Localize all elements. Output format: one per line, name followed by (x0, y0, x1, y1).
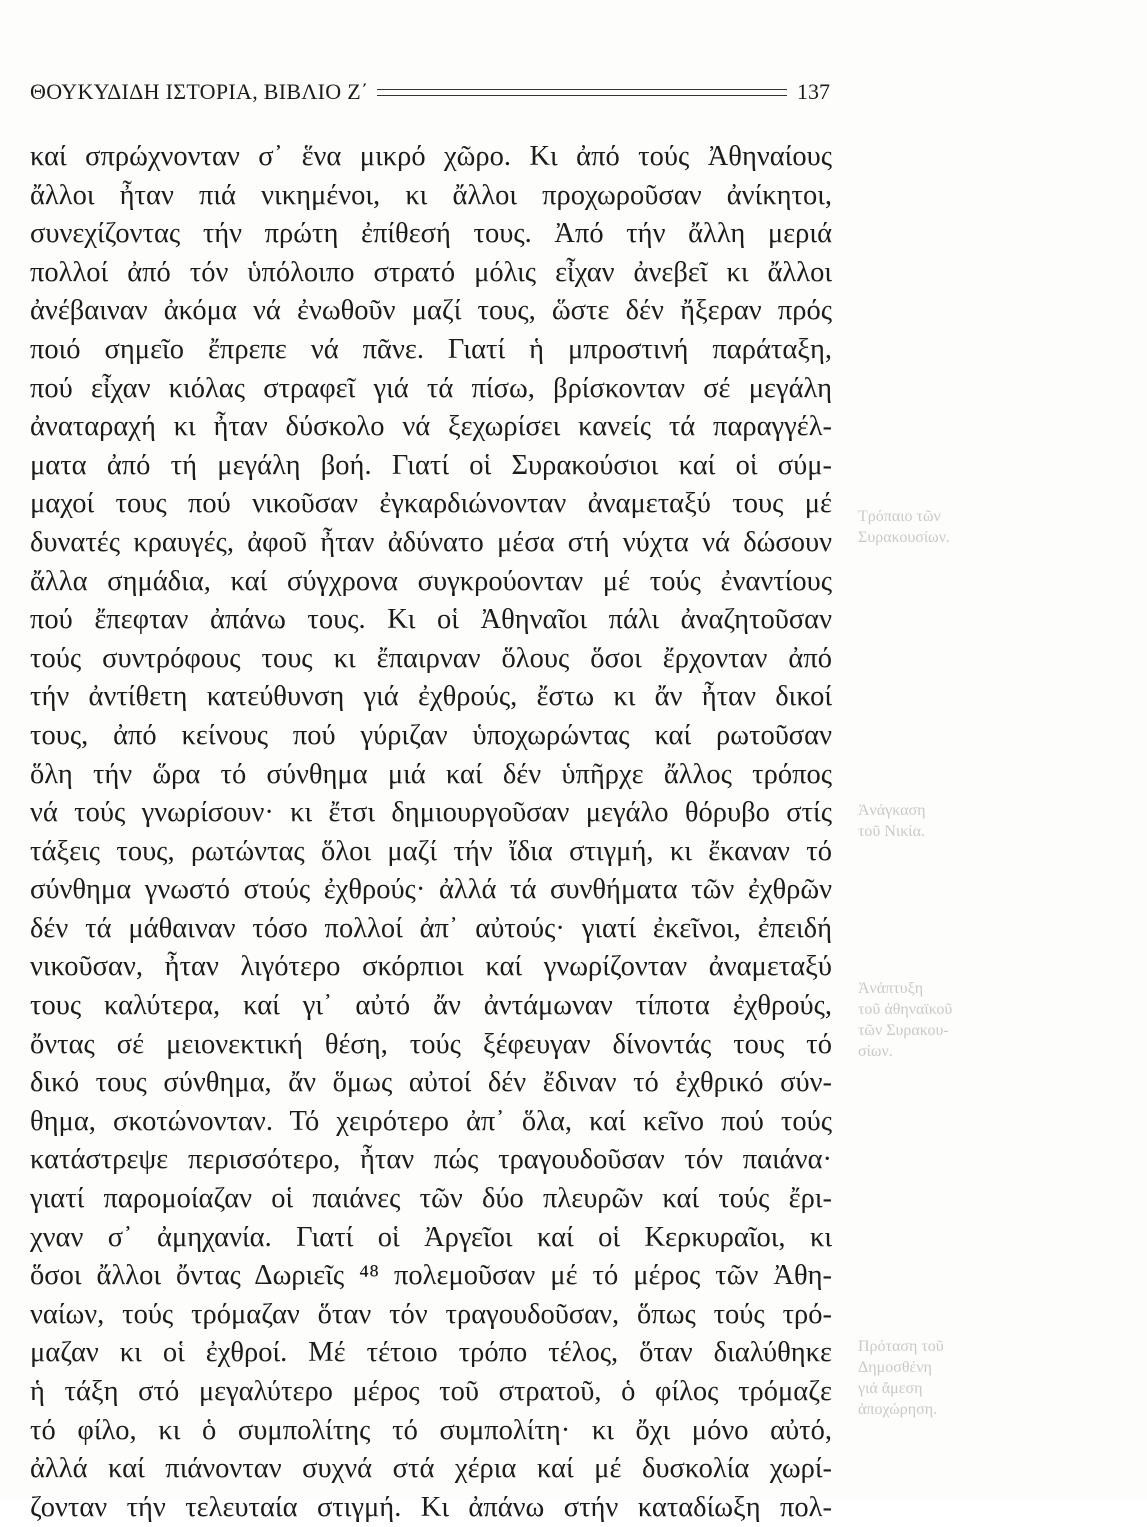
text-line: καί σπρώχνονταν σ᾽ ἕνα μικρό χῶρο. Κι ἀπό τούς Ἀθηναίους (30, 141, 832, 172)
margin-note-line: Τρόπαιο τῶν (858, 508, 941, 525)
text-line: τούς συντρόφους τους κι ἔπαιρναν ὅλους ὅσοι ἔρχονταν ἀπό (30, 642, 832, 674)
text-line: πού εἶχαν κιόλας στραφεῖ γιά τά πίσω, βρίσκονταν σέ μεγάλη (30, 372, 832, 404)
running-header (30, 74, 830, 110)
text-line: τό φίλο, κι ὁ συμπολίτης τό συμπολίτη· κι ὄχι μόνο αὐτό, (30, 1414, 832, 1446)
text-line: νά τούς γνωρίσουν· κι ἔτσι δημιουργοῦσαν μεγάλο θόρυβο στίς (30, 797, 832, 829)
page-number: 137 (797, 79, 830, 104)
text-line: δικό τους σύνθημα, ἄν ὅμως αὐτοί δέν ἔδιναν τό ἐχθρικό σύν- (30, 1067, 832, 1099)
text-line: τάξεις τους, ρωτώντας ὅλοι μαζί τήν ἴδια στιγμή, κι ἔκαναν τό (30, 835, 832, 867)
text-line: ναίων, τούς τρόμαζαν ὅταν τόν τραγουδοῦσαν, ὅπως τούς τρό- (30, 1298, 832, 1330)
text-line: συνεχίζοντας τήν πρώτη ἐπίθεσή τους. Ἀπό τήν ἄλλη μεριά (30, 218, 832, 250)
text-line: νικοῦσαν, ἦταν λιγότερο σκόρπιοι καί γνωρίζονταν ἀναμεταξύ (30, 951, 832, 983)
margin-note-line: τοῦ Νικία. (858, 823, 925, 840)
text-line: κατάστρεψε περισσότερο, ἦταν πώς τραγουδοῦσαν τόν παιάνα· (30, 1144, 832, 1176)
text-line: ἀνέβαιναν ἀκόμα νά ἐνωθοῦν μαζί τους, ὥστε δέν ἤξεραν πρός (30, 295, 832, 327)
margin-note-line: σίων. (858, 1043, 893, 1060)
margin-note-line: Συρακουσίων. (858, 529, 950, 546)
text-line: ὅσοι ἄλλοι ὄντας Δωριεῖς ⁴⁸ πολεμοῦσαν μέ τό μέρος τῶν Ἀθη- (30, 1260, 832, 1292)
text-line: γιατί παρομοίαζαν οἱ παιάνες τῶν δύο πλευρῶν καί τούς ἔρι- (30, 1183, 832, 1215)
text-line: χναν σ᾽ ἀμηχανία. Γιατί οἱ Ἀργεῖοι καί οἱ Κερκυραῖοι, κι (30, 1221, 832, 1253)
text-line: πού ἔπεφταν ἀπάνω τους. Κι οἱ Ἀθηναῖοι πάλι ἀναζητοῦσαν (30, 604, 832, 636)
margin-note (858, 978, 1028, 1062)
margin-note-line: Ἀνάγκαση (858, 802, 926, 819)
margin-note-line: Ἀνάπτυξη (858, 980, 924, 997)
running-title: ΘΟΥΚΥΔΙΔΗ ΙΣΤΟΡΙΑ, ΒΙΒΛΙΟ Ζ΄ (30, 79, 369, 104)
text-line: ὅλη τήν ὥρα τό σύνθημα μιά καί δέν ὑπῆρχε ἄλλος τρόπος (30, 758, 832, 790)
text-line: θημα, σκοτώνονταν. Τό χειρότερο ἀπ᾽ ὅλα, καί κεῖνο πού τούς (30, 1105, 832, 1137)
margin-note-line: τῶν Συρακου- (858, 1022, 949, 1039)
text-line: ἄλλοι ἦταν πιά νικημένοι, κι ἄλλοι προχωροῦσαν ἀνίκητοι, (30, 179, 832, 211)
header-rule (377, 89, 787, 96)
margin-note-line: ἀποχώρηση. (858, 1401, 938, 1418)
margin-note-line: Πρόταση τοῦ (858, 1338, 944, 1355)
margin-note (858, 506, 1028, 548)
text-line: ἀναταραχή κι ἦταν δύσκολο νά ξεχωρίσει κανείς τά παραγγέλ- (30, 411, 832, 443)
text-line: ὄντας σέ μειονεκτική θέση, τούς ξέφευγαν δίνοντάς τους τό (30, 1028, 832, 1060)
text-line: ἀλλά καί πιάνονταν συχνά στά χέρια καί μέ δυσκολία χωρί- (30, 1453, 832, 1485)
text-line: ἄλλα σημάδια, καί σύγχρονα συγκρούονταν μέ τούς ἐναντίους (30, 565, 832, 597)
text-line: ποιό σημεῖο ἔπρεπε νά πᾶνε. Γιατί ἡ μπροστινή παράταξη, (30, 333, 832, 365)
text-line: τους, ἀπό κείνους πού γύριζαν ὑποχωρώντας καί ρωτοῦσαν (30, 719, 832, 751)
text-line: δέν τά μάθαιναν τόσο πολλοί ἀπ᾽ αὐτούς· γιατί ἐκεῖνοι, ἐπειδή (30, 912, 832, 944)
text-line: πολλοί ἀπό τόν ὑπόλοιπο στρατό μόλις εἶχαν ἀνεβεῖ κι ἄλλοι (30, 256, 832, 288)
text-line: ἡ τάξη στό μεγαλύτερο μέρος τοῦ στρατοῦ, ὁ φίλος τρόμαζε (30, 1376, 832, 1407)
margin-note (858, 800, 1028, 842)
margin-note-line: γιά ἄμεση (858, 1380, 923, 1397)
body-text (30, 138, 832, 1527)
text-line: τους καλύτερα, καί γι᾽ αὐτό ἄν ἀντάμωναν τίποτα ἐχθρούς, (30, 990, 832, 1022)
text-line: μαζαν κι οἱ ἐχθροί. Μέ τέτοιο τρόπο τέλος, ὅταν διαλύθηκε (30, 1337, 832, 1369)
text-line: ζονταν τήν τελευταία στιγμή. Κι ἀπάνω στήν καταδίωξη πολ- (30, 1491, 832, 1523)
text-line: ματα ἀπό τή μεγάλη βοή. Γιατί οἱ Συρακούσιοι καί οἱ σύμ- (30, 449, 832, 481)
margin-note-line: τοῦ ἀθηναϊκοῦ (858, 1001, 953, 1018)
margin-note-line: Δημοσθένη (858, 1359, 932, 1376)
margin-note (858, 1336, 1028, 1420)
text-line: μαχοί τους πού νικοῦσαν ἐγκαρδιώνονταν ἀναμεταξύ τους μέ (30, 488, 832, 520)
text-line: δυνατές κραυγές, ἀφοῦ ἦταν ἀδύνατο μέσα στή νύχτα νά δώσουν (30, 526, 832, 558)
text-line: σύνθημα γνωστό στούς ἐχθρούς· ἀλλά τά συνθήματα τῶν ἐχθρῶν (30, 874, 832, 906)
text-line: τήν ἀντίθετη κατεύθυνση γιά ἐχθρούς, ἔστω κι ἄν ἦταν δικοί (30, 681, 832, 713)
